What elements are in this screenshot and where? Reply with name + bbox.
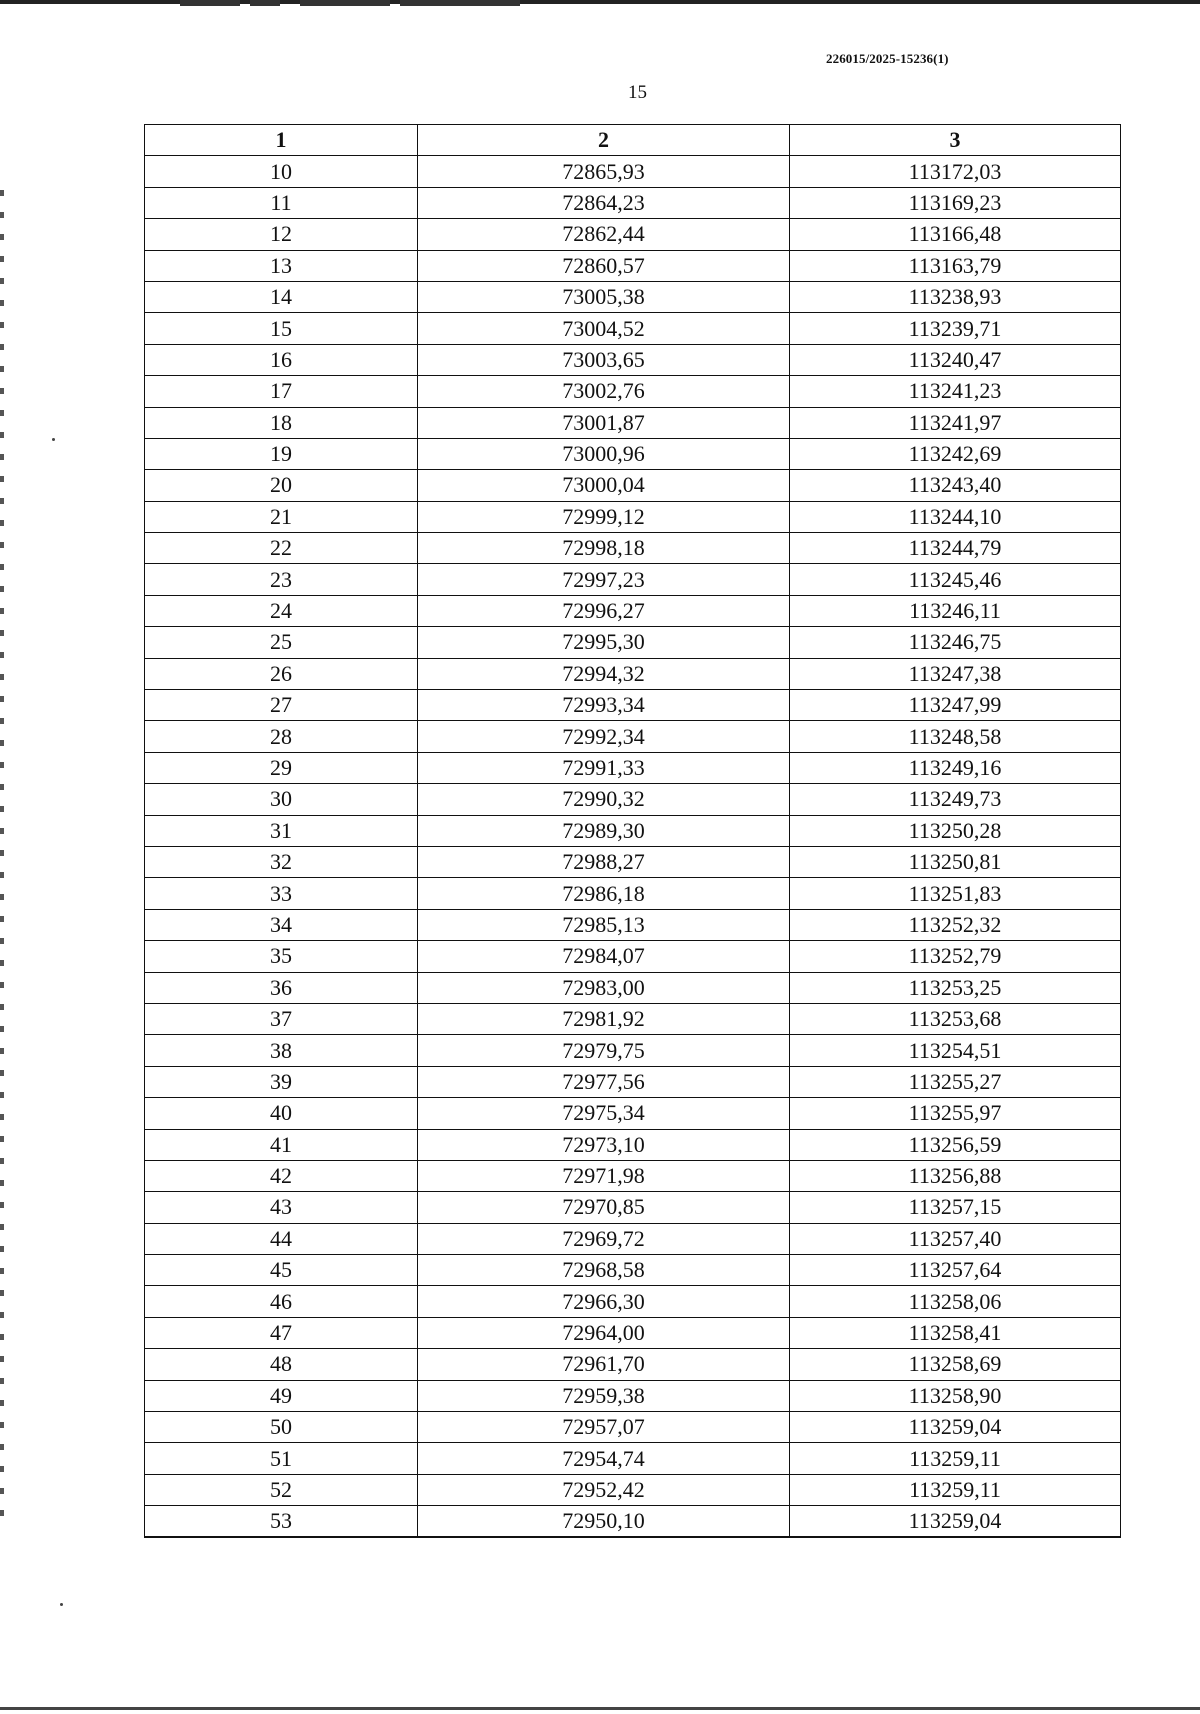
y-coordinate-cell: 113258,06 — [790, 1286, 1121, 1317]
point-number-cell: 21 — [145, 501, 418, 532]
table-row — [145, 313, 1121, 344]
x-coordinate-cell: 72998,18 — [418, 533, 790, 564]
x-coordinate-cell: 72964,00 — [418, 1317, 790, 1348]
x-coordinate-cell: 72860,57 — [418, 250, 790, 281]
y-coordinate-cell: 113241,97 — [790, 407, 1121, 438]
point-number-cell: 12 — [145, 219, 418, 250]
y-coordinate-cell: 113172,03 — [790, 156, 1121, 187]
point-number-cell: 32 — [145, 846, 418, 877]
x-coordinate-cell: 72991,33 — [418, 752, 790, 783]
y-coordinate-cell: 113256,59 — [790, 1129, 1121, 1160]
point-number-cell: 24 — [145, 595, 418, 626]
table-row — [145, 1474, 1121, 1505]
y-coordinate-cell: 113239,71 — [790, 313, 1121, 344]
scan-artifact — [400, 0, 520, 6]
table-row — [145, 1317, 1121, 1348]
point-number-cell: 41 — [145, 1129, 418, 1160]
x-coordinate-cell: 72970,85 — [418, 1192, 790, 1223]
x-coordinate-cell: 72864,23 — [418, 187, 790, 218]
table-body — [145, 156, 1121, 1537]
column-header-1: 1 — [145, 125, 418, 156]
point-number-cell: 25 — [145, 627, 418, 658]
x-coordinate-cell: 72952,42 — [418, 1474, 790, 1505]
y-coordinate-cell: 113254,51 — [790, 1035, 1121, 1066]
point-number-cell: 40 — [145, 1098, 418, 1129]
point-number-cell: 29 — [145, 752, 418, 783]
y-coordinate-cell: 113259,11 — [790, 1474, 1121, 1505]
point-number-cell: 46 — [145, 1286, 418, 1317]
point-number-cell: 11 — [145, 187, 418, 218]
x-coordinate-cell: 72966,30 — [418, 1286, 790, 1317]
table-row — [145, 564, 1121, 595]
table-row — [145, 376, 1121, 407]
coordinates-table — [144, 124, 1121, 1538]
y-coordinate-cell: 113255,27 — [790, 1066, 1121, 1097]
table-row — [145, 344, 1121, 375]
x-coordinate-cell: 72985,13 — [418, 909, 790, 940]
point-number-cell: 14 — [145, 281, 418, 312]
scan-artifact — [250, 0, 280, 6]
y-coordinate-cell: 113253,68 — [790, 1003, 1121, 1034]
y-coordinate-cell: 113246,75 — [790, 627, 1121, 658]
x-coordinate-cell: 72977,56 — [418, 1066, 790, 1097]
y-coordinate-cell: 113163,79 — [790, 250, 1121, 281]
table-row — [145, 909, 1121, 940]
table-row — [145, 1003, 1121, 1034]
point-number-cell: 17 — [145, 376, 418, 407]
y-coordinate-cell: 113252,79 — [790, 941, 1121, 972]
x-coordinate-cell: 72950,10 — [418, 1506, 790, 1538]
y-coordinate-cell: 113249,16 — [790, 752, 1121, 783]
point-number-cell: 19 — [145, 438, 418, 469]
scan-edge-bottom — [0, 1707, 1200, 1710]
x-coordinate-cell: 72997,23 — [418, 564, 790, 595]
table-row — [145, 690, 1121, 721]
y-coordinate-cell: 113258,90 — [790, 1380, 1121, 1411]
x-coordinate-cell: 72995,30 — [418, 627, 790, 658]
table-row — [145, 784, 1121, 815]
table-row — [145, 972, 1121, 1003]
table-row — [145, 1066, 1121, 1097]
table-row — [145, 878, 1121, 909]
table-row — [145, 219, 1121, 250]
point-number-cell: 53 — [145, 1506, 418, 1538]
table-row — [145, 595, 1121, 626]
x-coordinate-cell: 72993,34 — [418, 690, 790, 721]
table-row — [145, 658, 1121, 689]
table-row — [145, 1412, 1121, 1443]
y-coordinate-cell: 113247,38 — [790, 658, 1121, 689]
table-row — [145, 533, 1121, 564]
y-coordinate-cell: 113238,93 — [790, 281, 1121, 312]
point-number-cell: 35 — [145, 941, 418, 972]
table-row — [145, 501, 1121, 532]
x-coordinate-cell: 72994,32 — [418, 658, 790, 689]
point-number-cell: 36 — [145, 972, 418, 1003]
y-coordinate-cell: 113166,48 — [790, 219, 1121, 250]
table-row — [145, 627, 1121, 658]
table-row — [145, 1255, 1121, 1286]
x-coordinate-cell: 72968,58 — [418, 1255, 790, 1286]
y-coordinate-cell: 113244,10 — [790, 501, 1121, 532]
table-row — [145, 1380, 1121, 1411]
point-number-cell: 43 — [145, 1192, 418, 1223]
x-coordinate-cell: 72986,18 — [418, 878, 790, 909]
y-coordinate-cell: 113250,28 — [790, 815, 1121, 846]
table-header-row — [145, 125, 1121, 156]
x-coordinate-cell: 72983,00 — [418, 972, 790, 1003]
y-coordinate-cell: 113247,99 — [790, 690, 1121, 721]
point-number-cell: 37 — [145, 1003, 418, 1034]
y-coordinate-cell: 113257,40 — [790, 1223, 1121, 1254]
x-coordinate-cell: 73000,96 — [418, 438, 790, 469]
x-coordinate-cell: 72988,27 — [418, 846, 790, 877]
point-number-cell: 38 — [145, 1035, 418, 1066]
document-reference: 226015/2025-15236(1) — [826, 51, 949, 66]
y-coordinate-cell: 113243,40 — [790, 470, 1121, 501]
point-number-cell: 10 — [145, 156, 418, 187]
table-row — [145, 1192, 1121, 1223]
y-coordinate-cell: 113244,79 — [790, 533, 1121, 564]
column-header-3: 3 — [790, 125, 1121, 156]
table-row — [145, 815, 1121, 846]
x-coordinate-cell: 73001,87 — [418, 407, 790, 438]
y-coordinate-cell: 113257,15 — [790, 1192, 1121, 1223]
table-row — [145, 156, 1121, 187]
y-coordinate-cell: 113249,73 — [790, 784, 1121, 815]
point-number-cell: 39 — [145, 1066, 418, 1097]
table-row — [145, 1286, 1121, 1317]
x-coordinate-cell: 72954,74 — [418, 1443, 790, 1474]
y-coordinate-cell: 113259,11 — [790, 1443, 1121, 1474]
point-number-cell: 44 — [145, 1223, 418, 1254]
x-coordinate-cell: 73004,52 — [418, 313, 790, 344]
point-number-cell: 31 — [145, 815, 418, 846]
table-row — [145, 941, 1121, 972]
x-coordinate-cell: 72862,44 — [418, 219, 790, 250]
point-number-cell: 50 — [145, 1412, 418, 1443]
x-coordinate-cell: 72979,75 — [418, 1035, 790, 1066]
page-number: 15 — [628, 82, 647, 103]
point-number-cell: 45 — [145, 1255, 418, 1286]
table-row — [145, 1160, 1121, 1191]
point-number-cell: 52 — [145, 1474, 418, 1505]
y-coordinate-cell: 113256,88 — [790, 1160, 1121, 1191]
y-coordinate-cell: 113245,46 — [790, 564, 1121, 595]
table-row — [145, 1506, 1121, 1538]
x-coordinate-cell: 72992,34 — [418, 721, 790, 752]
y-coordinate-cell: 113242,69 — [790, 438, 1121, 469]
y-coordinate-cell: 113241,23 — [790, 376, 1121, 407]
y-coordinate-cell: 113259,04 — [790, 1412, 1121, 1443]
table-row — [145, 1098, 1121, 1129]
point-number-cell: 49 — [145, 1380, 418, 1411]
table-row — [145, 846, 1121, 877]
table-row — [145, 721, 1121, 752]
table-row — [145, 250, 1121, 281]
x-coordinate-cell: 72975,34 — [418, 1098, 790, 1129]
point-number-cell: 27 — [145, 690, 418, 721]
scan-edge-left — [0, 190, 4, 1530]
point-number-cell: 30 — [145, 784, 418, 815]
point-number-cell: 15 — [145, 313, 418, 344]
y-coordinate-cell: 113240,47 — [790, 344, 1121, 375]
table-row — [145, 1443, 1121, 1474]
point-number-cell: 16 — [145, 344, 418, 375]
x-coordinate-cell: 72990,32 — [418, 784, 790, 815]
scan-artifact — [300, 0, 390, 6]
x-coordinate-cell: 72984,07 — [418, 941, 790, 972]
table-row — [145, 407, 1121, 438]
x-coordinate-cell: 72989,30 — [418, 815, 790, 846]
x-coordinate-cell: 72973,10 — [418, 1129, 790, 1160]
x-coordinate-cell: 72957,07 — [418, 1412, 790, 1443]
table-row — [145, 1223, 1121, 1254]
point-number-cell: 48 — [145, 1349, 418, 1380]
point-number-cell: 34 — [145, 909, 418, 940]
x-coordinate-cell: 72981,92 — [418, 1003, 790, 1034]
y-coordinate-cell: 113251,83 — [790, 878, 1121, 909]
y-coordinate-cell: 113257,64 — [790, 1255, 1121, 1286]
table-row — [145, 470, 1121, 501]
x-coordinate-cell: 73002,76 — [418, 376, 790, 407]
x-coordinate-cell: 72971,98 — [418, 1160, 790, 1191]
table-row — [145, 1129, 1121, 1160]
y-coordinate-cell: 113259,04 — [790, 1506, 1121, 1538]
scan-artifact — [180, 0, 240, 6]
x-coordinate-cell: 72996,27 — [418, 595, 790, 626]
point-number-cell: 33 — [145, 878, 418, 909]
column-header-2: 2 — [418, 125, 790, 156]
table-row — [145, 1035, 1121, 1066]
scan-speck — [52, 438, 55, 441]
x-coordinate-cell: 72999,12 — [418, 501, 790, 532]
table-row — [145, 1349, 1121, 1380]
point-number-cell: 20 — [145, 470, 418, 501]
x-coordinate-cell: 73005,38 — [418, 281, 790, 312]
table-row — [145, 752, 1121, 783]
table-row — [145, 187, 1121, 218]
point-number-cell: 22 — [145, 533, 418, 564]
point-number-cell: 51 — [145, 1443, 418, 1474]
x-coordinate-cell: 72865,93 — [418, 156, 790, 187]
scan-speck — [60, 1603, 63, 1606]
x-coordinate-cell: 72969,72 — [418, 1223, 790, 1254]
y-coordinate-cell: 113258,69 — [790, 1349, 1121, 1380]
x-coordinate-cell: 73000,04 — [418, 470, 790, 501]
x-coordinate-cell: 73003,65 — [418, 344, 790, 375]
y-coordinate-cell: 113248,58 — [790, 721, 1121, 752]
x-coordinate-cell: 72959,38 — [418, 1380, 790, 1411]
y-coordinate-cell: 113246,11 — [790, 595, 1121, 626]
table-row — [145, 438, 1121, 469]
y-coordinate-cell: 113250,81 — [790, 846, 1121, 877]
table-row — [145, 281, 1121, 312]
y-coordinate-cell: 113169,23 — [790, 187, 1121, 218]
point-number-cell: 42 — [145, 1160, 418, 1191]
x-coordinate-cell: 72961,70 — [418, 1349, 790, 1380]
point-number-cell: 18 — [145, 407, 418, 438]
y-coordinate-cell: 113255,97 — [790, 1098, 1121, 1129]
point-number-cell: 28 — [145, 721, 418, 752]
point-number-cell: 26 — [145, 658, 418, 689]
point-number-cell: 47 — [145, 1317, 418, 1348]
y-coordinate-cell: 113253,25 — [790, 972, 1121, 1003]
point-number-cell: 23 — [145, 564, 418, 595]
point-number-cell: 13 — [145, 250, 418, 281]
y-coordinate-cell: 113258,41 — [790, 1317, 1121, 1348]
y-coordinate-cell: 113252,32 — [790, 909, 1121, 940]
